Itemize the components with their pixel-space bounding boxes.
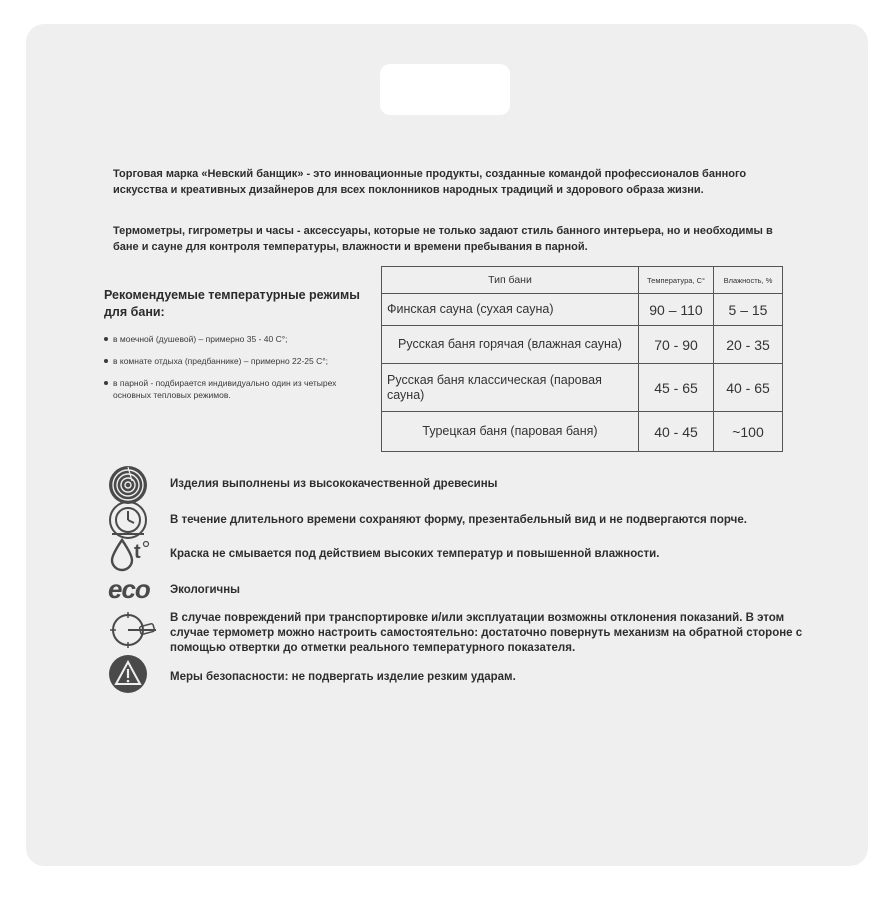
feature-safety: Меры безопасности: не подвергать изделие резким ударам. [170,671,516,683]
clock-icon [108,500,148,540]
table-cell: 70 - 90 [639,326,714,364]
table-cell: 45 - 65 [639,364,714,412]
table-row [382,326,783,364]
table-row [382,294,783,326]
bullet [104,337,108,341]
table-cell: 5 – 15 [714,294,783,326]
table-cell: 40 - 65 [714,364,783,412]
table-cell: 90 – 110 [639,294,714,326]
header-temperature: Температура, С° [639,267,714,294]
table-cell: Финская сауна (сухая сауна) [382,294,639,326]
intro-paragraph-2: Термометры, гигрометры и часы - аксессуары, которые не только задают стиль банного интерьера, но и необходимы в бане и сауне для контроля температуры, влажности и времени пребывания в парной. [113,225,773,253]
header-bath-type: Тип бани [382,267,639,294]
table-row [382,364,783,412]
bath-modes-table [381,266,783,452]
feature-wood: Изделия выполнены из высококачественной древесины [170,478,498,490]
svg-text:t: t [134,541,141,563]
bullet [104,381,108,385]
warning-triangle-icon [108,654,148,694]
screwdriver-dial-icon [108,610,158,650]
feature-paint: Краска не смывается под действием высоких температур и повышенной влажности. [170,548,660,560]
wood-rings-icon [108,465,148,505]
table-cell: Русская баня горячая (влажная сауна) [382,326,639,364]
drop-temperature-icon [108,536,152,572]
bullet [104,359,108,363]
list-item: в комнате отдыха (предбаннике) – примерно 22-25 С°; [104,355,374,367]
list-item: в парной - подбирается индивидуально один из четырех основных тепловых режимов. [104,377,353,401]
table-cell: Русская баня классическая (паровая сауна) [382,364,639,412]
recommendations-list [104,333,374,411]
header-humidity: Влажность, % [714,267,783,294]
table-cell: Турецкая баня (паровая баня) [382,412,639,452]
table-cell: 20 - 35 [714,326,783,364]
feature-calibration: В случае повреждений при транспортировке и/или эксплуатации возможны отклонения показаний. В этом случае термометр можно настроить самостоятельно: достаточно повернуть механизм на обратной стороне с помощью отвертки до отметки реального температурного показателя. [170,612,803,654]
intro-paragraph-1: Торговая марка «Невский банщик» - это инновационные продукты, созданные командой профессионалов банного искусства и креативных дизайнеров для всех поклонников народных традиций и здорового образа жизни. [113,168,747,196]
hanging-slot [380,64,510,115]
recommendations-title: Рекомендуемые температурные режимы для бани: [104,288,360,319]
eco-icon: eco [108,574,150,604]
feature-durability: В течение длительного времени сохраняют форму, презентабельный вид и не подвергаются порче. [170,514,747,526]
list-item: в моечной (душевой) – примерно 35 - 40 С°; [104,333,374,345]
table-cell: 40 - 45 [639,412,714,452]
feature-eco: Экологичны [170,584,241,596]
table-cell: ~100 [714,412,783,452]
table-header-row [382,267,783,294]
table-row [382,412,783,452]
